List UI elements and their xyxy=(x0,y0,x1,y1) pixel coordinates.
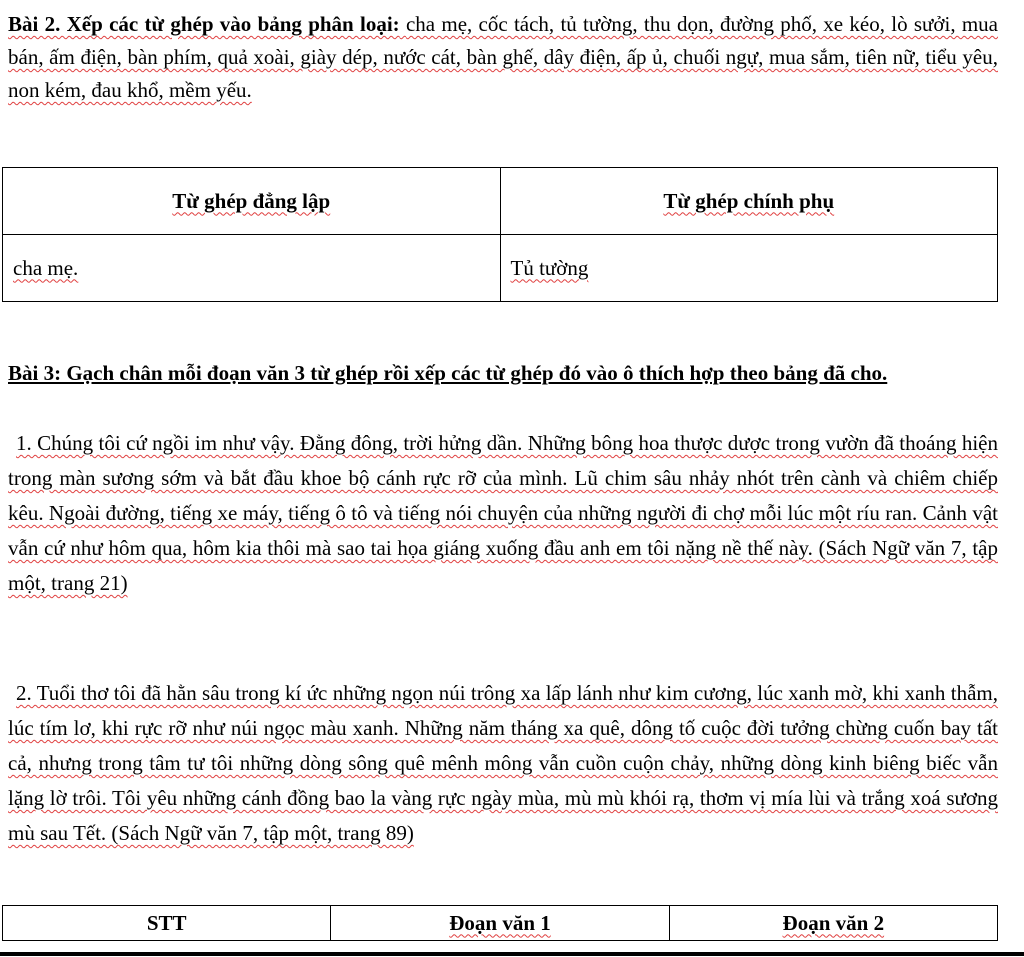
table-header-row xyxy=(3,168,998,235)
bai2-classification-table xyxy=(2,167,998,302)
header-dang-lap: Từ ghép đẳng lập xyxy=(3,168,501,235)
bai2-word-list: cha mẹ, cốc tách, tủ tường, thu dọn, đường phố, xe kéo, lò sưởi, mua bán, ấm điện, bàn phím, quả xoài, giày dép, nước cát, bàn ghế, dây điện, ấp ủ, chuối ngự, mua sắm, tiên nữ, tiểu yêu, non kém, đau khổ, mềm yếu. xyxy=(8,12,999,102)
cell-chinh-phu: Tủ tường xyxy=(500,235,998,302)
cell-dang-lap: cha mẹ. xyxy=(3,235,501,302)
bottom-border xyxy=(0,952,1024,956)
bai3-paragraph-1: 1. Chúng tôi cứ ngồi im như vậy. Đằng đông, trời hửng dần. Những bông hoa thược dược trong vườn đã thoáng hiện trong màn sương sớm và bắt đầu khoe bộ cánh rực rỡ của mình. Lũ chim sâu nhảy nhót trên cành và chiêm chiếp kêu. Ngoài đường, tiếng xe máy, tiếng ô tô và tiếng nói chuyện của những người đi chợ mỗi lúc một ríu ran. Cảnh vật vẫn cứ như hôm qua, hôm kia thôi mà sao tai họa giáng xuống đầu anh em tôi nặng nề thế này. (Sách Ngữ văn 7, tập một, trang 21) xyxy=(8,431,998,595)
table-header-row xyxy=(3,906,998,941)
header-doan-van-2: Đoạn văn 2 xyxy=(669,906,997,941)
bai3-paragraph-2: 2. Tuổi thơ tôi đã hằn sâu trong kí ức những ngọn núi trông xa lấp lánh như kim cương, lúc xanh mờ, khi xanh thẫm, lúc tím lơ, khi rực rỡ như núi ngọc màu xanh. Những năm tháng xa quê, dông tố cuộc đời tưởng chừng cuốn bay tất cả, nhưng trong tâm tư tôi những dòng sông quê mênh mông vẫn cuồn cuộn chảy, những dòng kinh biêng biếc vẫn lặng lờ trôi. Tôi yêu những cánh đồng bao la vàng rực ngày mùa, mù mù khói rạ, thơm vị mía lùi và trắng xoá sương mù sau Tết. (Sách Ngữ văn 7, tập một, trang 89) xyxy=(8,681,998,845)
header-chinh-phu: Từ ghép chính phụ xyxy=(500,168,998,235)
table-row xyxy=(3,235,998,302)
bai3-title: Bài 3: Gạch chân mỗi đoạn văn 3 từ ghép rồi xếp các từ ghép đó vào ô thích hợp theo bảng đã cho. xyxy=(8,361,888,385)
header-stt: STT xyxy=(3,906,331,941)
bai2-title: Bài 2. Xếp các từ ghép vào bảng phân loại: xyxy=(8,12,400,36)
bai2-prompt xyxy=(8,8,998,107)
bai3-answer-table xyxy=(2,905,998,941)
header-doan-van-1: Đoạn văn 1 xyxy=(331,906,669,941)
